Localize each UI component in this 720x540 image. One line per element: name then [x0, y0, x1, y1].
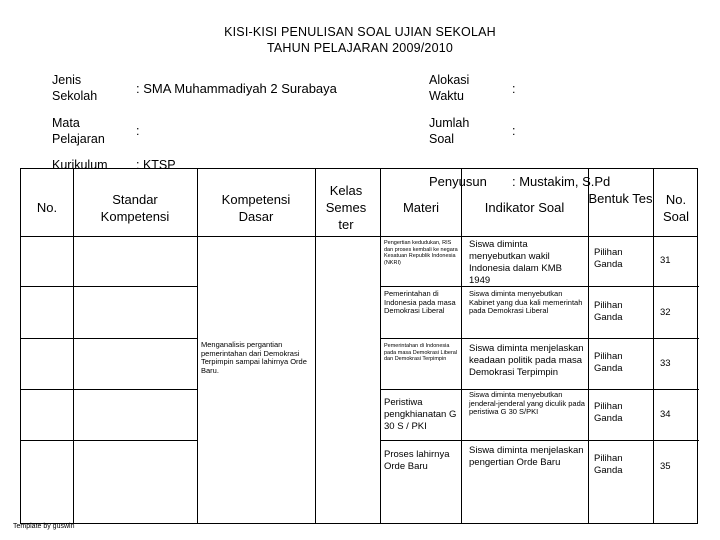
materi-cell: Peristiwa pengkhianatan G 30 S / PKI [384, 397, 457, 432]
materi-cell: Pemerintahan di Indonesia pada masa Demokrasi Liberal [384, 289, 456, 315]
jumlah-soal-label: Jumlah Soal [429, 116, 470, 146]
column-divider [380, 169, 381, 523]
no-soal-cell: 34 [660, 409, 671, 420]
header-no: No. [36, 200, 58, 215]
column-divider [73, 169, 74, 523]
no-soal-cell: 31 [660, 255, 671, 266]
row-divider [21, 286, 197, 287]
column-divider [461, 169, 462, 523]
kompetensi-dasar-text: Menganalisis pergantian pemerintahan dari Demokrasi Terpimpin sampai lahirnya Orde Baru. [201, 340, 307, 375]
kisi-kisi-table [20, 168, 698, 524]
footer-credit: Template by guswin [13, 523, 75, 530]
row-divider [21, 440, 197, 441]
jenis-sekolah-value: : SMA Muhammadiyah 2 Surabaya [136, 81, 337, 96]
jumlah-soal-value: : [512, 124, 516, 138]
column-divider [315, 169, 316, 523]
header-no-soal: No. Soal [662, 192, 690, 224]
no-soal-cell: 32 [660, 307, 671, 318]
alokasi-waktu-value: : [512, 82, 516, 96]
mata-pelajaran-value: : [136, 124, 140, 138]
indikator-cell: Siswa diminta menyebutkan Kabinet yang dua kali memerintah pada Demokrasi Liberal [469, 289, 583, 315]
row-divider [380, 440, 699, 441]
row-divider [380, 338, 699, 339]
column-divider [588, 169, 589, 523]
bentuk-tes-cell: Pilihan Ganda [594, 351, 623, 374]
bentuk-tes-cell: Pilihan Ganda [594, 453, 623, 476]
header-standar-kompetensi: Standar Kompetensi [100, 192, 170, 224]
header-materi: Materi [402, 200, 440, 215]
jenis-sekolah-label: Jenis Sekolah [52, 73, 98, 103]
bentuk-tes-cell: Pilihan Ganda [594, 401, 623, 424]
header-divider [21, 236, 697, 237]
header-kompetensi-dasar: Kompetensi Dasar [221, 192, 291, 224]
mata-pelajaran-label: Mata Pelajaran [52, 116, 105, 146]
row-divider [21, 389, 197, 390]
penyusun-label: Penyusun [429, 174, 487, 189]
header-indikator-soal: Indikator Soal [484, 200, 565, 215]
indikator-cell: Siswa diminta menjelaskan keadaan politik pada masa Demokrasi Terpimpin [469, 343, 584, 378]
header-bentuk-tes: Bentuk Tes [588, 191, 653, 206]
indikator-cell: Siswa diminta menyebutkan wakil Indonesia dalam KMB 1949 [469, 239, 562, 286]
row-divider [21, 338, 197, 339]
kurikulum-label: Kurikulum [52, 158, 108, 172]
indikator-cell: Siswa diminta menjelaskan pengertian Orde Baru [469, 445, 584, 468]
penyusun-value: : Mustakim, S.Pd [512, 174, 611, 189]
indikator-cell: Siswa diminta menyebutkan jenderal-jenderal yang diculik pada peristiwa G 30 S/PKI [469, 390, 585, 416]
materi-cell: Proses lahirnya Orde Baru [384, 449, 450, 472]
bentuk-tes-cell: Pilihan Ganda [594, 247, 623, 270]
alokasi-waktu-label: Alokasi Waktu [429, 73, 470, 103]
materi-cell: Pengertian kedudukan, RIS dan proses kembali ke negara Kesatuan Republik Indonesia (NKRI) [384, 240, 458, 266]
document-title: KISI-KISI PENULISAN SOAL UJIAN SEKOLAH [224, 25, 496, 39]
kurikulum-value: : KTSP [136, 158, 176, 172]
no-soal-cell: 35 [660, 461, 671, 472]
no-soal-cell: 33 [660, 358, 671, 369]
document-subtitle: TAHUN PELAJARAN 2009/2010 [266, 41, 454, 55]
header-kelas-semester: Kelas Semes ter [325, 183, 367, 232]
column-divider [197, 169, 198, 523]
bentuk-tes-cell: Pilihan Ganda [594, 300, 623, 323]
materi-cell: Pemerintahan di Indonesia pada masa Demokrasi Liberal dan Demokrasi Terpimpin [384, 343, 458, 362]
